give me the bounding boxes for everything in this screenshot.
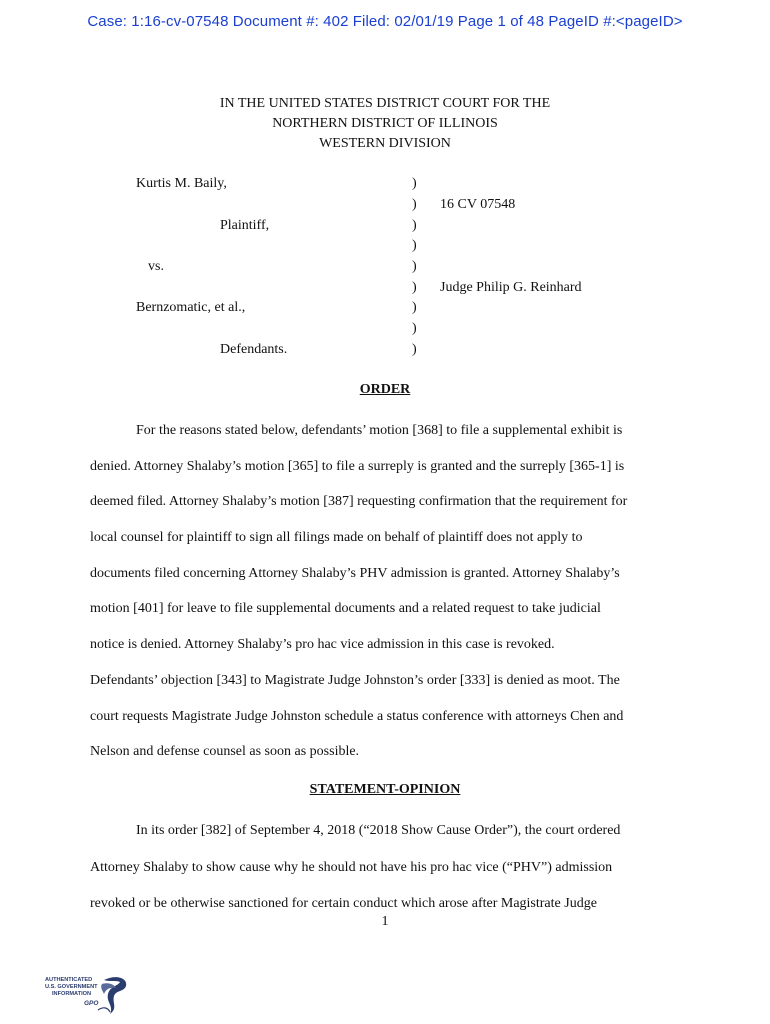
caption-paren: ) xyxy=(412,218,417,233)
case-number: 16 CV 07548 xyxy=(440,197,516,212)
caption-paren: ) xyxy=(412,321,417,336)
plaintiff-role: Plaintiff, xyxy=(220,218,270,233)
caption-paren: ) xyxy=(412,176,417,191)
court-heading-line-3: WESTERN DIVISION xyxy=(319,136,451,151)
order-line: court requests Magistrate Judge Johnston schedule a status conference with attorneys Chen and xyxy=(90,709,624,724)
order-line: Nelson and defense counsel as soon as possible. xyxy=(90,744,360,759)
seal-text-line-4: GPO xyxy=(84,1000,99,1007)
court-heading xyxy=(0,94,770,154)
versus-label: vs. xyxy=(148,259,164,274)
case-header-stamp: Case: 1:16-cv-07548 Document #: 402 Filed: 02/01/19 Page 1 of 48 PageID #:<pageID> xyxy=(87,13,683,30)
caption-paren: ) xyxy=(412,259,417,274)
statement-line: Attorney Shalaby to show cause why he should not have his pro hac vice (“PHV”) admission xyxy=(90,860,613,875)
order-line: local counsel for plaintiff to sign all filings made on behalf of plaintiff does not apply to xyxy=(90,530,583,545)
order-line: deemed filed. Attorney Shalaby’s motion [387] requesting confirmation that the requirement for xyxy=(90,494,628,509)
order-line: documents filed concerning Attorney Shalaby’s PHV admission is granted. Attorney Shalaby’s xyxy=(90,566,620,581)
statement-line: In its order [382] of September 4, 2018 (“2018 Show Cause Order”), the court ordered xyxy=(136,823,621,838)
court-heading-line-1: IN THE UNITED STATES DISTRICT COURT FOR THE xyxy=(219,96,551,111)
caption-paren: ) xyxy=(412,342,417,357)
statement-line: revoked or be otherwise sanctioned for certain conduct which arose after Magistrate Judge xyxy=(90,896,597,911)
statement-opinion-title: STATEMENT-OPINION xyxy=(309,782,461,797)
judge-name: Judge Philip G. Reinhard xyxy=(440,280,582,295)
order-title: ORDER xyxy=(359,382,411,397)
seal-text-line-2: U.S. GOVERNMENT xyxy=(45,984,98,990)
order-line: notice is denied. Attorney Shalaby’s pro hac vice admission in this case is revoked. xyxy=(90,637,555,652)
defendant-name: Bernzomatic, et al., xyxy=(136,300,246,315)
seal-text-line-3: INFORMATION xyxy=(52,991,92,997)
order-line: For the reasons stated below, defendants’ motion [368] to file a supplemental exhibit is xyxy=(136,423,623,438)
caption-paren: ) xyxy=(412,238,417,253)
order-line: denied. Attorney Shalaby’s motion [365] to file a surreply is granted and the surreply [365-1] is xyxy=(90,459,625,474)
page-number: 1 xyxy=(381,914,389,929)
eagle-icon xyxy=(98,977,126,1014)
gpo-authenticated-seal xyxy=(44,972,134,1016)
seal-text-line-1: AUTHENTICATED xyxy=(45,977,93,983)
caption-paren: ) xyxy=(412,280,417,295)
defendant-role: Defendants. xyxy=(220,342,288,357)
order-line: motion [401] for leave to file supplemental documents and a related request to take judicial xyxy=(90,601,601,616)
order-line: Defendants’ objection [343] to Magistrate Judge Johnston’s order [333] is denied as moot. The xyxy=(90,673,620,688)
plaintiff-name: Kurtis M. Baily, xyxy=(136,176,227,191)
caption-paren: ) xyxy=(412,197,417,212)
caption-paren: ) xyxy=(412,300,417,315)
court-heading-line-2: NORTHERN DISTRICT OF ILLINOIS xyxy=(272,116,498,131)
